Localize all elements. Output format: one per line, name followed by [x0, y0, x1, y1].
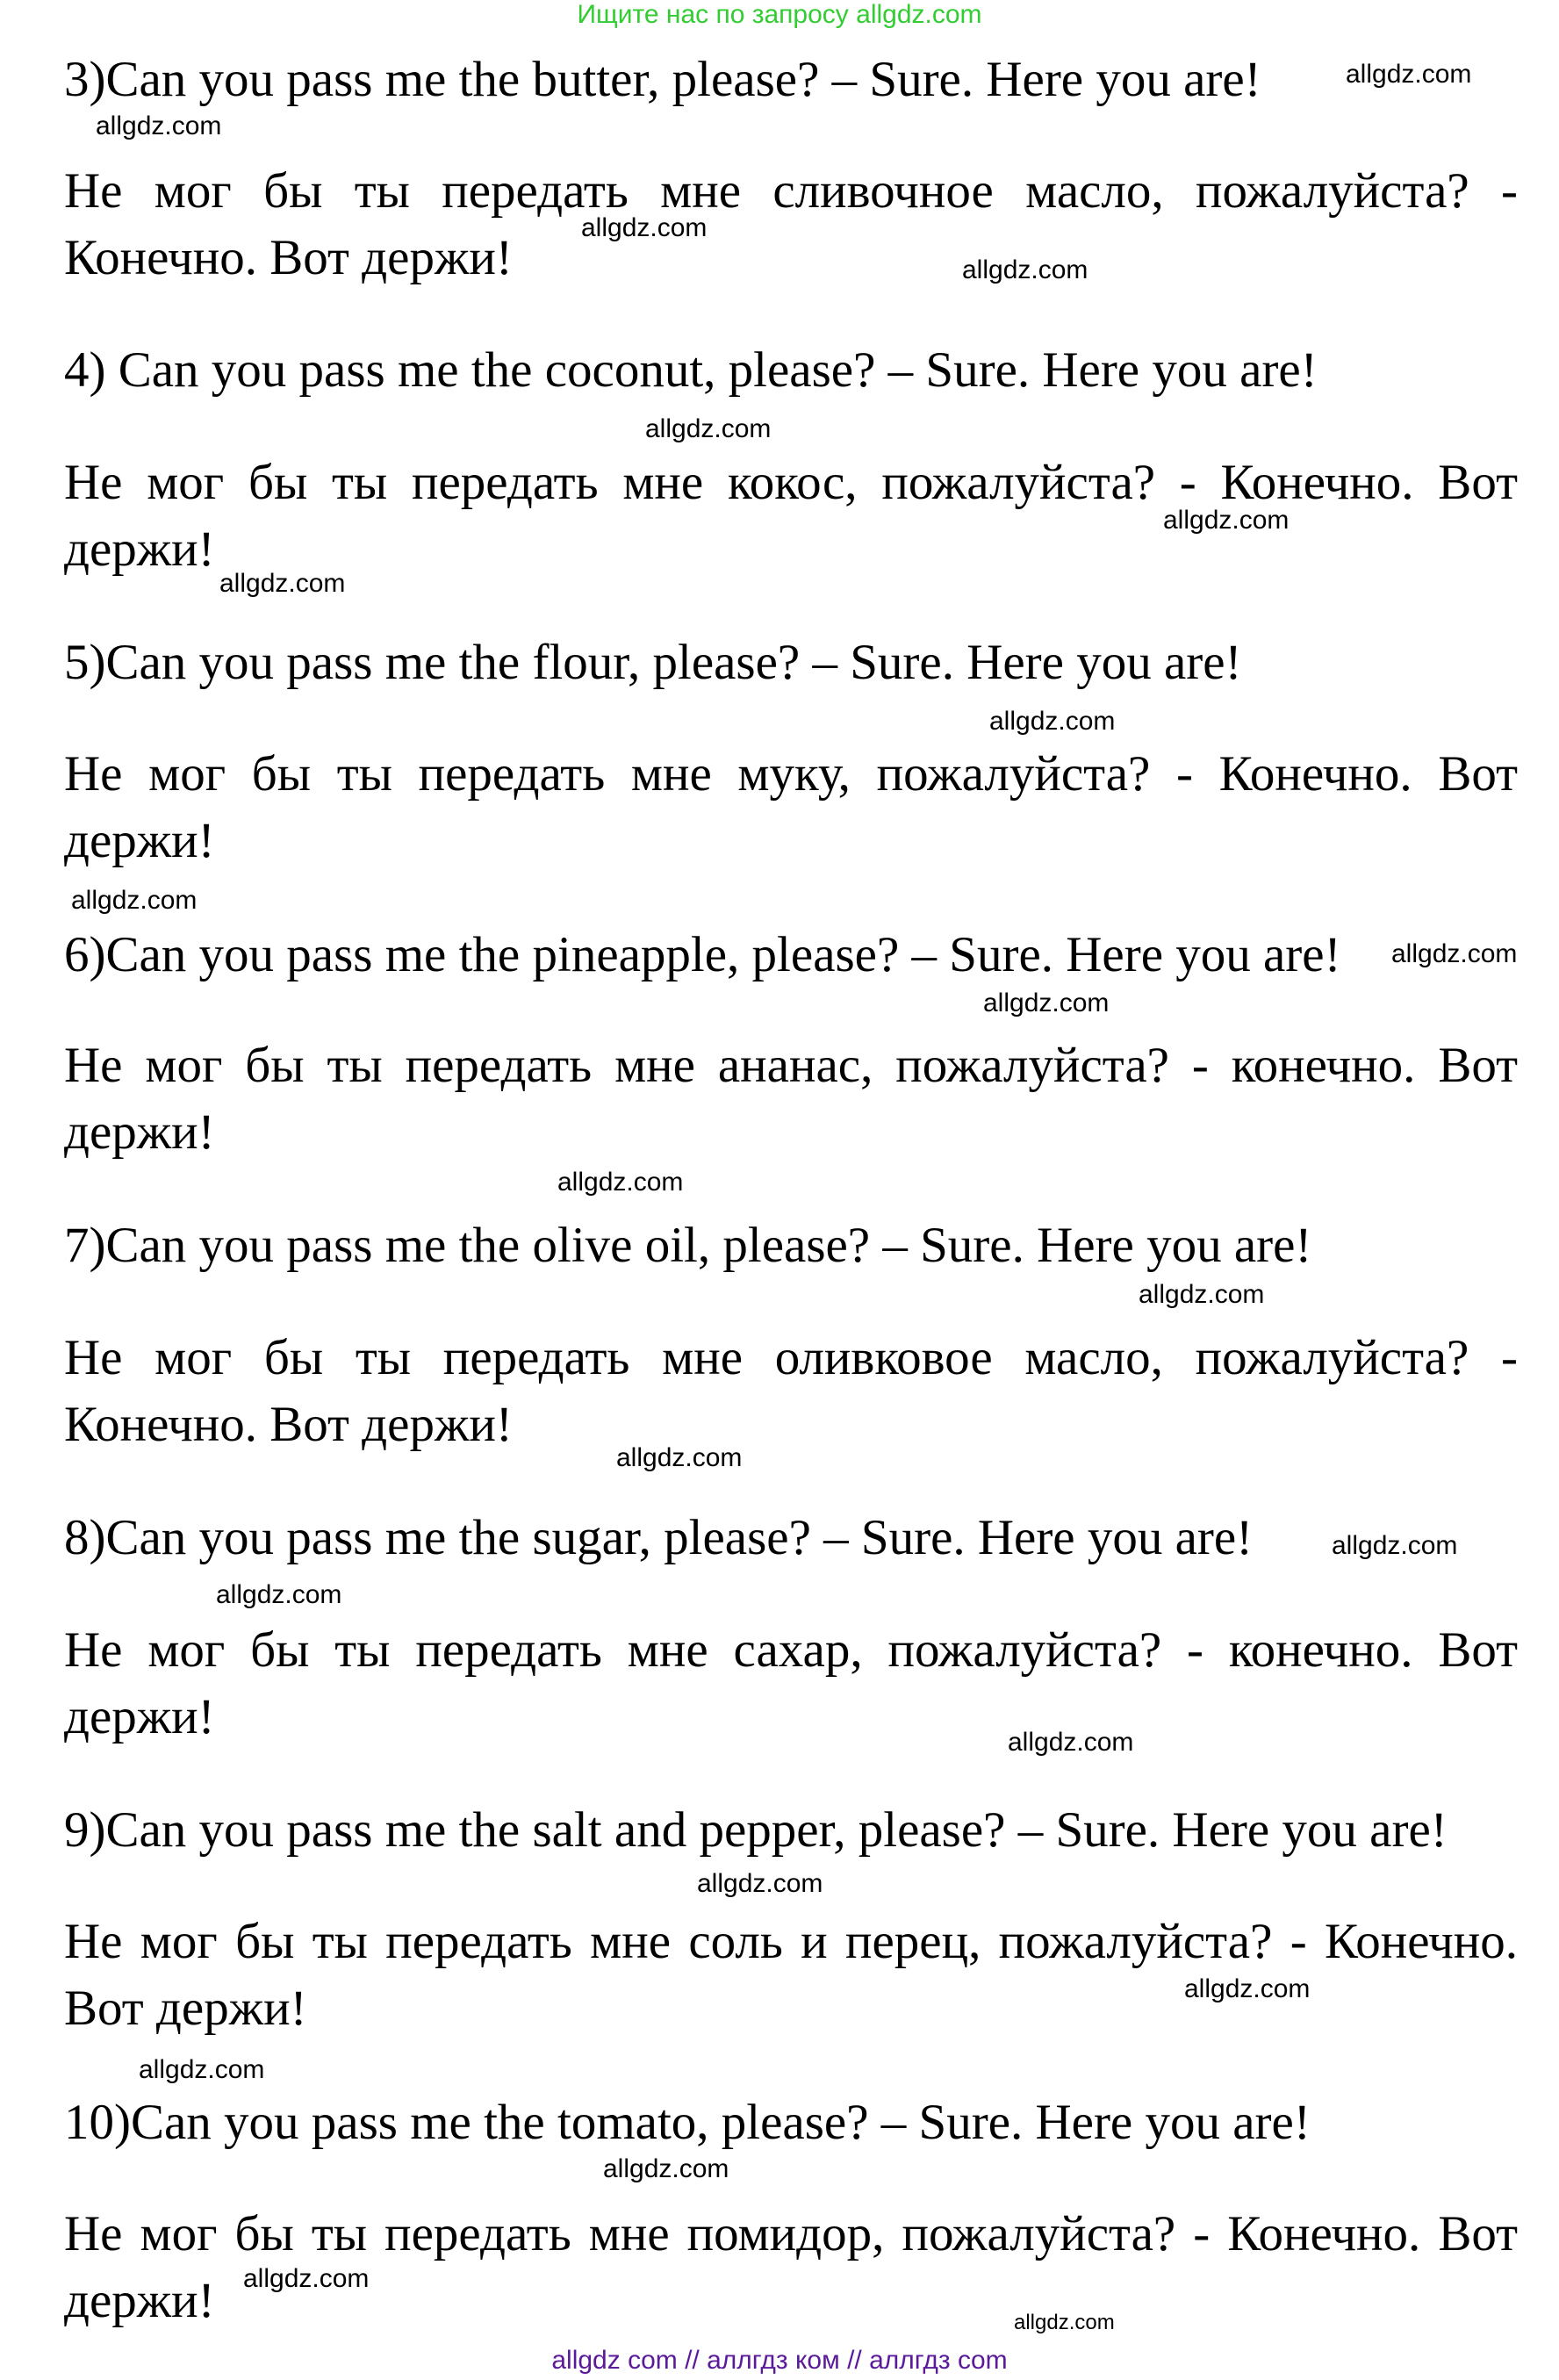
- russian-translation-10: Не мог бы ты передать мне помидор, пожалуйста? - Конечно. Вот держи!: [64, 2206, 1518, 2328]
- watermark: allgdz.com: [219, 569, 346, 598]
- watermark: allgdz.com: [1139, 1280, 1265, 1309]
- watermark: allgdz.com: [697, 1869, 823, 1898]
- english-sentence-10: 10)Can you pass me the tomato, please? – Sure. Here you are!: [64, 2095, 1311, 2150]
- russian-translation-9: Не мог бы ты передать мне соль и перец, пожалуйста? - Конечно. Вот держи!: [64, 1914, 1518, 2036]
- russian-translation-8: Не мог бы ты передать мне сахар, пожалуйста? - конечно. Вот держи!: [64, 1622, 1518, 1744]
- russian-translation-5: Не мог бы ты передать мне муку, пожалуйста? - Конечно. Вот держи!: [64, 746, 1518, 868]
- watermark: allgdz.com: [983, 989, 1110, 1017]
- russian-translation-7: Не мог бы ты передать мне оливковое масло, пожалуйста? - Конечно. Вот держи!: [64, 1330, 1518, 1452]
- english-sentence-5: 5)Can you pass me the flour, please? – Sure. Here you are!: [64, 635, 1242, 690]
- watermark: allgdz.com: [1332, 1531, 1458, 1560]
- english-sentence-3: 3)Can you pass me the butter, please? – Sure. Here you are!: [64, 52, 1261, 107]
- watermark: allgdz.com: [1014, 2311, 1115, 2334]
- watermark: allgdz.com: [71, 886, 198, 915]
- watermark: allgdz.com: [96, 111, 222, 140]
- watermark: allgdz.com: [603, 2154, 729, 2183]
- english-sentence-8: 8)Can you pass me the sugar, please? – Sure. Here you are!: [64, 1510, 1254, 1565]
- watermark: allgdz.com: [581, 213, 708, 242]
- watermark: allgdz.com: [645, 414, 772, 443]
- english-sentence-6: 6)Can you pass me the pineapple, please? – Sure. Here you are!: [64, 927, 1341, 982]
- watermark: allgdz.com: [557, 1168, 684, 1197]
- watermark: allgdz.com: [243, 2264, 370, 2293]
- header-search-hint: Ищите нас по запросу allgdz.com: [577, 0, 982, 29]
- watermark: allgdz.com: [1008, 1728, 1134, 1757]
- footer-site-names: allgdz com // аллгдз ком // аллгдз com: [551, 2346, 1008, 2375]
- watermark: allgdz.com: [616, 1443, 743, 1472]
- watermark: allgdz.com: [216, 1580, 342, 1609]
- russian-translation-3: Не мог бы ты передать мне сливочное масло, пожалуйста? - Конечно. Вот держи!: [64, 163, 1518, 285]
- watermark: allgdz.com: [139, 2055, 265, 2084]
- watermark: allgdz.com: [1346, 60, 1472, 89]
- english-sentence-4: 4) Can you pass me the coconut, please? – Sure. Here you are!: [64, 342, 1318, 398]
- russian-translation-6: Не мог бы ты передать мне ананас, пожалуйста? - конечно. Вот держи!: [64, 1038, 1518, 1160]
- watermark: allgdz.com: [1184, 1974, 1311, 2003]
- english-sentence-9: 9)Can you pass me the salt and pepper, please? – Sure. Here you are!: [64, 1802, 1448, 1858]
- english-sentence-7: 7)Can you pass me the olive oil, please? – Sure. Here you are!: [64, 1218, 1312, 1273]
- russian-translation-4: Не мог бы ты передать мне кокос, пожалуйста? - Конечно. Вот держи!: [64, 455, 1518, 577]
- watermark: allgdz.com: [1391, 939, 1518, 968]
- watermark: allgdz.com: [962, 255, 1088, 284]
- watermark: allgdz.com: [1163, 506, 1290, 535]
- watermark: allgdz.com: [989, 707, 1116, 736]
